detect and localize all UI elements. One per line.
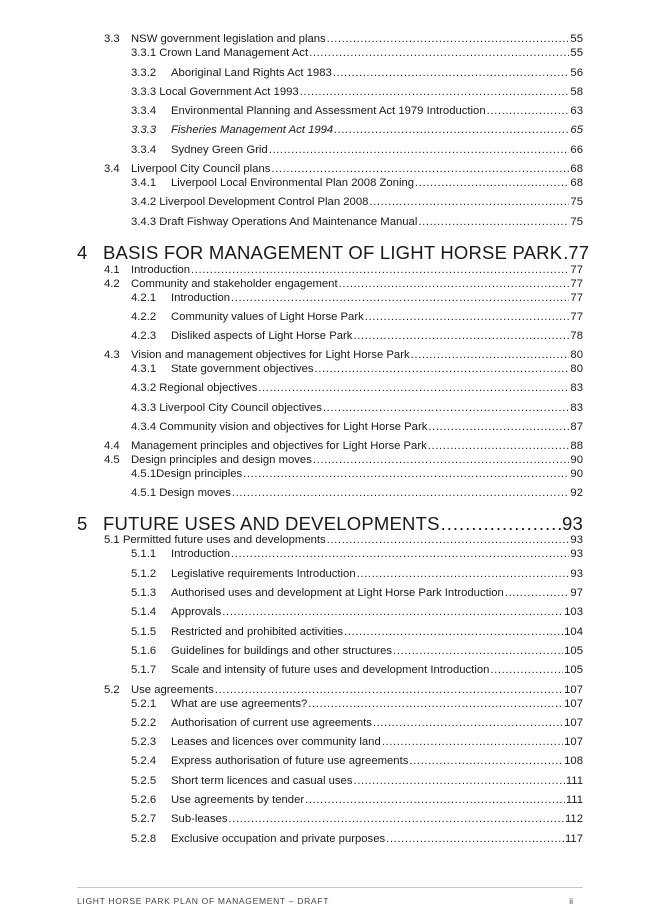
toc-leader [231, 548, 569, 560]
toc-title: NSW government legislation and plans [131, 33, 326, 45]
toc-title: 4.3.2 Regional objectives [131, 382, 258, 394]
toc-entry-subsection[interactable] [131, 311, 583, 323]
toc-leader [271, 163, 569, 175]
toc-page: 66 [570, 144, 583, 156]
toc-page: 92 [570, 487, 583, 499]
toc-page: 77 [568, 242, 590, 263]
toc-page: 87 [570, 421, 583, 433]
toc-number: 5.1.3 [131, 587, 157, 599]
toc-entry-section[interactable] [104, 440, 583, 452]
toc-title: 5.1 Permitted future uses and developments [104, 534, 326, 546]
toc-entry-section[interactable] [104, 349, 583, 361]
toc-leader [222, 606, 563, 618]
toc-title: Liverpool Local Environmental Plan 2008 Zoning [171, 177, 415, 189]
toc-title: 3.3.3 Local Government Act 1993 [131, 86, 299, 98]
toc-page: 112 [564, 813, 583, 825]
toc-number: 5.2.3 [131, 736, 157, 748]
toc-page: 55 [570, 47, 583, 59]
toc-entry-section[interactable] [104, 264, 583, 276]
toc-page: 78 [570, 330, 583, 342]
toc-entry-section[interactable] [104, 163, 583, 175]
toc-entry-subsection[interactable] [131, 363, 583, 375]
toc-entry-subsection[interactable] [131, 606, 583, 618]
toc-entry-subsection[interactable] [131, 698, 583, 710]
toc-title: Restricted and prohibited activities [171, 626, 344, 638]
toc-title: Guidelines for buildings and other structures [171, 645, 393, 657]
toc-leader [191, 264, 569, 276]
toc-entry-subsection[interactable] [131, 86, 583, 98]
toc-leader [365, 311, 570, 323]
toc-entry-subsection[interactable] [131, 402, 583, 414]
toc-title: Authorised uses and development at Light Horse Park Introduction [171, 587, 504, 599]
toc-leader [243, 468, 569, 480]
toc-number: 3.4.1 [131, 177, 157, 189]
toc-entry-subsection[interactable] [131, 216, 583, 228]
toc-title: Vision and management objectives for Light Horse Park [131, 349, 410, 361]
toc-leader [269, 144, 570, 156]
toc-page: 65 [570, 124, 583, 136]
toc-title: Community values of Light Horse Park [171, 311, 364, 323]
toc-entry-subsection[interactable] [131, 548, 583, 560]
toc-entry-subsection[interactable] [131, 645, 583, 657]
toc-leader [232, 487, 570, 499]
toc-title: 3.4.2 Liverpool Development Control Plan 2008 [131, 196, 369, 208]
toc-leader [258, 382, 569, 394]
toc-number: 5.2.8 [131, 833, 157, 845]
toc-number: 3.3.3 [131, 124, 157, 136]
toc-page: 111 [565, 794, 583, 806]
toc-title: 4.5.1 Design moves [131, 487, 231, 499]
toc-leader [415, 177, 569, 189]
toc-title: Disliked aspects of Light Horse Park [171, 330, 353, 342]
toc-number: 5.2 [104, 684, 120, 696]
toc-page: 55 [570, 33, 583, 45]
toc-entry-subsection[interactable] [131, 775, 583, 787]
toc-leader [393, 645, 563, 657]
toc-page: 117 [564, 833, 583, 845]
toc-title: Approvals [171, 606, 222, 618]
toc-title: Community and stakeholder engagement [131, 278, 338, 290]
toc-leader [369, 196, 569, 208]
toc-page: 77 [570, 278, 583, 290]
toc-leader [333, 67, 570, 79]
toc-title: Short term licences and casual uses [171, 775, 353, 787]
toc-leader [411, 349, 570, 361]
toc-title: Management principles and objectives for Light Horse Park [131, 440, 427, 452]
toc-title: Leases and licences over community land [171, 736, 381, 748]
toc-number: 5.2.5 [131, 775, 157, 787]
toc-title: Sydney Green Grid [171, 144, 268, 156]
toc-number: 5.1.7 [131, 664, 157, 676]
toc-number: 4.3.1 [131, 363, 157, 375]
toc-title: Introduction [171, 292, 231, 304]
toc-page: 77 [570, 311, 583, 323]
toc-leader [229, 813, 564, 825]
toc-entry-section[interactable] [104, 534, 583, 546]
toc-page: 93 [570, 548, 583, 560]
toc-title: Sub-leases [171, 813, 228, 825]
footer-divider [77, 887, 583, 888]
toc-page: 58 [570, 86, 583, 98]
toc-leader [353, 775, 564, 787]
toc-leader [334, 124, 569, 136]
toc-title: Scale and intensity of future uses and development Introduction [171, 664, 490, 676]
toc-number: 5.1.1 [131, 548, 157, 560]
toc-entry-subsection[interactable] [131, 144, 583, 156]
toc-page: 77 [570, 264, 583, 276]
toc-number: 5.2.7 [131, 813, 157, 825]
toc-entry-subsection[interactable] [131, 47, 583, 59]
toc-page: 107 [564, 736, 583, 748]
toc-leader [386, 833, 564, 845]
toc-page: 90 [570, 454, 583, 466]
toc-title: Environmental Planning and Assessment Act 1979 Introduction [171, 105, 486, 117]
toc-title: Aboriginal Land Rights Act 1983 [171, 67, 332, 79]
toc-leader [313, 454, 570, 466]
toc-leader [373, 717, 563, 729]
toc-leader [428, 440, 570, 452]
toc-number: 5.2.4 [131, 755, 157, 767]
toc-title: Introduction [131, 264, 191, 276]
toc-page: 107 [564, 698, 583, 710]
toc-leader [300, 86, 570, 98]
toc-title: Introduction [171, 548, 231, 560]
toc-entry-subsection[interactable] [131, 664, 583, 676]
toc-page: 107 [564, 717, 583, 729]
toc-entry-subsection[interactable] [131, 568, 583, 580]
toc-entry-subsection[interactable] [131, 626, 583, 638]
toc-leader [382, 736, 563, 748]
toc-title: Use agreements by tender [171, 794, 305, 806]
toc-title: FUTURE USES AND DEVELOPMENTS [103, 513, 440, 534]
toc-entry-chapter[interactable] [77, 242, 590, 264]
toc-title: Express authorisation of future use agreements [171, 755, 409, 767]
toc-entry-subsection[interactable] [131, 292, 583, 304]
toc-page: 88 [570, 440, 583, 452]
toc-number: 3.3.4 [131, 105, 157, 117]
toc-number: 5.2.1 [131, 698, 157, 710]
toc-entry-subsection[interactable] [131, 105, 583, 117]
toc-page: 105 [564, 645, 583, 657]
toc-number: 3.4 [104, 163, 120, 175]
toc-entry-subsection[interactable] [131, 587, 583, 599]
footer-page-number: ii [569, 896, 573, 906]
toc-page: 80 [570, 349, 583, 361]
toc-number: 5.1.5 [131, 626, 157, 638]
toc-number: 3.3 [104, 33, 120, 45]
toc-number: 4.3 [104, 349, 120, 361]
toc-page: 83 [570, 402, 583, 414]
toc-entry-subsection[interactable] [131, 421, 583, 433]
toc-title: What are use agreements? [171, 698, 308, 710]
toc-entry-subsection[interactable] [131, 330, 583, 342]
toc-title: Design principles and design moves [131, 454, 312, 466]
toc-title: 4.5.1Design principles [131, 468, 243, 480]
toc-entry-section[interactable] [104, 454, 583, 466]
toc-entry-subsection[interactable] [131, 755, 583, 767]
toc-page: 93 [562, 513, 583, 534]
toc-entry-section[interactable] [104, 684, 583, 696]
toc-page: 97 [570, 587, 583, 599]
toc-entry-subsection[interactable] [131, 736, 583, 748]
toc-number: 4.2.2 [131, 311, 157, 323]
toc-entry-section[interactable] [104, 278, 583, 290]
toc-number: 5.1.6 [131, 645, 157, 657]
toc-entry-subsection[interactable] [131, 794, 583, 806]
toc-entry-subsection[interactable] [131, 177, 583, 189]
toc-page: 104 [564, 626, 583, 638]
toc-leader [315, 363, 570, 375]
toc-leader [309, 47, 569, 59]
toc-leader [418, 216, 569, 228]
toc-leader [409, 755, 563, 767]
toc-title: 4.3.3 Liverpool City Council objectives [131, 402, 322, 414]
toc-number: 5.2.2 [131, 717, 157, 729]
toc-entry-subsection[interactable] [131, 124, 583, 136]
toc-title: BASIS FOR MANAGEMENT OF LIGHT HORSE PARK [103, 242, 563, 263]
toc-number: 4 [77, 242, 88, 263]
toc-leader [215, 684, 563, 696]
toc-entry-subsection[interactable] [131, 717, 583, 729]
toc-leader [339, 278, 570, 290]
toc-page: 80 [570, 363, 583, 375]
toc-title: Fisheries Management Act 1994 [171, 124, 334, 136]
toc-leader [353, 330, 569, 342]
toc-page: 105 [564, 664, 583, 676]
toc-number: 5.1.4 [131, 606, 157, 618]
footer-document-title: LIGHT HORSE PARK PLAN OF MANAGEMENT – DRAFT [77, 896, 330, 906]
toc-page: 107 [564, 684, 583, 696]
toc-entry-chapter[interactable] [77, 513, 583, 535]
toc-number: 5.2.6 [131, 794, 157, 806]
toc-title: Authorisation of current use agreements [171, 717, 372, 729]
toc-leader [305, 794, 565, 806]
toc-entry-subsection[interactable] [131, 833, 583, 845]
toc-leader [327, 33, 570, 45]
toc-page: 75 [570, 196, 583, 208]
toc-page: 68 [570, 163, 583, 175]
toc-leader [490, 664, 563, 676]
toc-number: 4.5 [104, 454, 120, 466]
toc-title: Legislative requirements Introduction [171, 568, 356, 580]
toc-entry-section[interactable] [104, 33, 583, 45]
toc-number: 4.2.1 [131, 292, 157, 304]
toc-number: 5 [77, 513, 88, 534]
toc-entry-subsection[interactable] [131, 196, 583, 208]
toc-page: 90 [570, 468, 583, 480]
toc-page: 83 [570, 382, 583, 394]
toc-title: 3.4.3 Draft Fishway Operations And Maintenance Manual [131, 216, 418, 228]
toc-page: 63 [570, 105, 583, 117]
toc-page: 93 [570, 568, 583, 580]
toc-leader [231, 292, 569, 304]
toc-title: Use agreements [131, 684, 214, 696]
toc-number: 4.4 [104, 440, 120, 452]
toc-leader [308, 698, 563, 710]
toc-title: Liverpool City Council plans [131, 163, 271, 175]
toc-leader [344, 626, 563, 638]
toc-page: 75 [570, 216, 583, 228]
toc-entry-subsection[interactable] [131, 487, 583, 499]
toc-number: 3.3.4 [131, 144, 157, 156]
toc-leader [428, 421, 569, 433]
toc-leader [323, 402, 570, 414]
toc-number: 4.1 [104, 264, 120, 276]
toc-page: 103 [564, 606, 583, 618]
toc-leader [441, 513, 561, 535]
toc-page: 111 [565, 775, 583, 787]
toc-leader [505, 587, 570, 599]
toc-leader [563, 242, 567, 264]
toc-page: 93 [570, 534, 583, 546]
toc-number: 4.2.3 [131, 330, 157, 342]
toc-leader [327, 534, 570, 546]
toc-entry-subsection[interactable] [131, 67, 583, 79]
toc-number: 5.1.2 [131, 568, 157, 580]
toc-leader [357, 568, 570, 580]
toc-page: 68 [570, 177, 583, 189]
toc-title: 3.3.1 Crown Land Management Act [131, 47, 309, 59]
toc-number: 3.3.2 [131, 67, 157, 79]
toc-entry-subsection[interactable] [131, 468, 583, 480]
toc-entry-subsection[interactable] [131, 382, 583, 394]
toc-page: 108 [564, 755, 583, 767]
toc-page: 77 [570, 292, 583, 304]
toc-page: 56 [570, 67, 583, 79]
toc-number: 4.2 [104, 278, 120, 290]
toc-leader [487, 105, 570, 117]
toc-entry-subsection[interactable] [131, 813, 583, 825]
toc-title: State government objectives [171, 363, 314, 375]
toc-title: Exclusive occupation and private purposes [171, 833, 386, 845]
toc-title: 4.3.4 Community vision and objectives for Light Horse Park [131, 421, 428, 433]
